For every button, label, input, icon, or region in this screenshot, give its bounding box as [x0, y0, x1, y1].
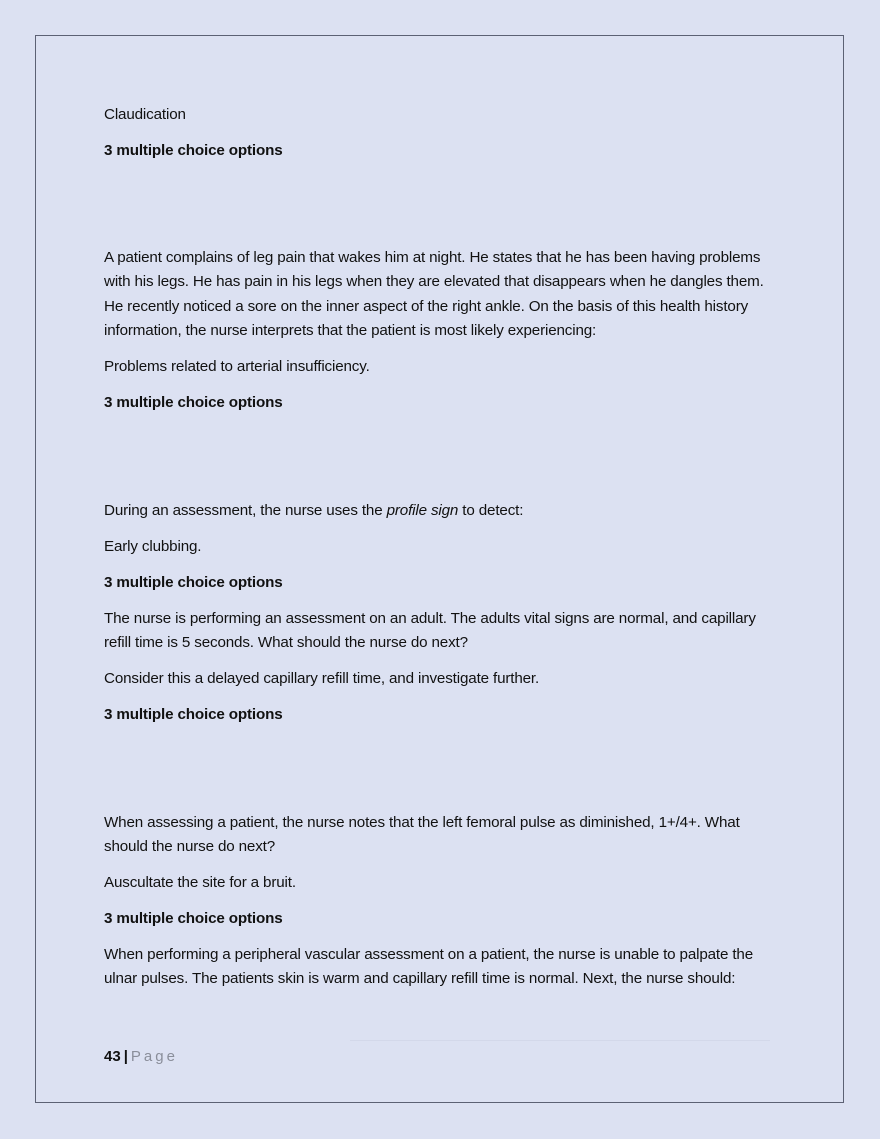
answer-auscultate-bruit: Auscultate the site for a bruit.: [104, 874, 296, 891]
question-text: During an assessment, the nurse uses the: [104, 502, 387, 519]
answer-delayed-refill: Consider this a delayed capillary refill time, and investigate further.: [104, 670, 540, 687]
question-capillary-refill: The nurse is performing an assessment on an adult. The adults vital signs are normal, and capillary refill time is 5 seconds. What should the nurse do next?: [104, 610, 756, 652]
question-profile-sign: [104, 499, 523, 523]
question-ulnar-pulses: When performing a peripheral vascular assessment on a patient, the nurse is unable to palpate the ulnar pulses. The patients skin is warm and capillary refill time is normal. Next, the nurse should:: [104, 946, 754, 988]
page-number: 43: [104, 1048, 121, 1065]
question-femoral-pulse: When assessing a patient, the nurse notes that the left femoral pulse as diminished, 1+/4+. What should the nurse do next?: [104, 814, 740, 856]
question-text: to detect:: [458, 502, 524, 519]
options-label: 3 multiple choice options: [104, 910, 283, 927]
answer-early-clubbing: Early clubbing.: [104, 538, 202, 555]
footer-divider: [350, 1040, 770, 1041]
answer-arterial-insufficiency: Problems related to arterial insufficiency.: [104, 358, 370, 375]
options-label: 3 multiple choice options: [104, 142, 283, 159]
options-label: 3 multiple choice options: [104, 574, 283, 591]
question-leg-pain: A patient complains of leg pain that wakes him at night. He states that he has been having problems with his legs. He has pain in his legs when they are elevated that disappears when he dangles them. He recently noticed a sore on the inner aspect of the right ankle. On the basis of this health history information, the nurse interprets that the patient is most likely experiencing:: [104, 249, 764, 339]
options-label: 3 multiple choice options: [104, 706, 283, 723]
footer-separator: |: [123, 1048, 128, 1065]
emphasis-term: profile sign: [386, 502, 459, 519]
page-footer: [104, 1045, 178, 1069]
answer-claudication: Claudication: [104, 106, 186, 123]
page-label: Page: [130, 1048, 178, 1065]
options-label: 3 multiple choice options: [104, 394, 283, 411]
